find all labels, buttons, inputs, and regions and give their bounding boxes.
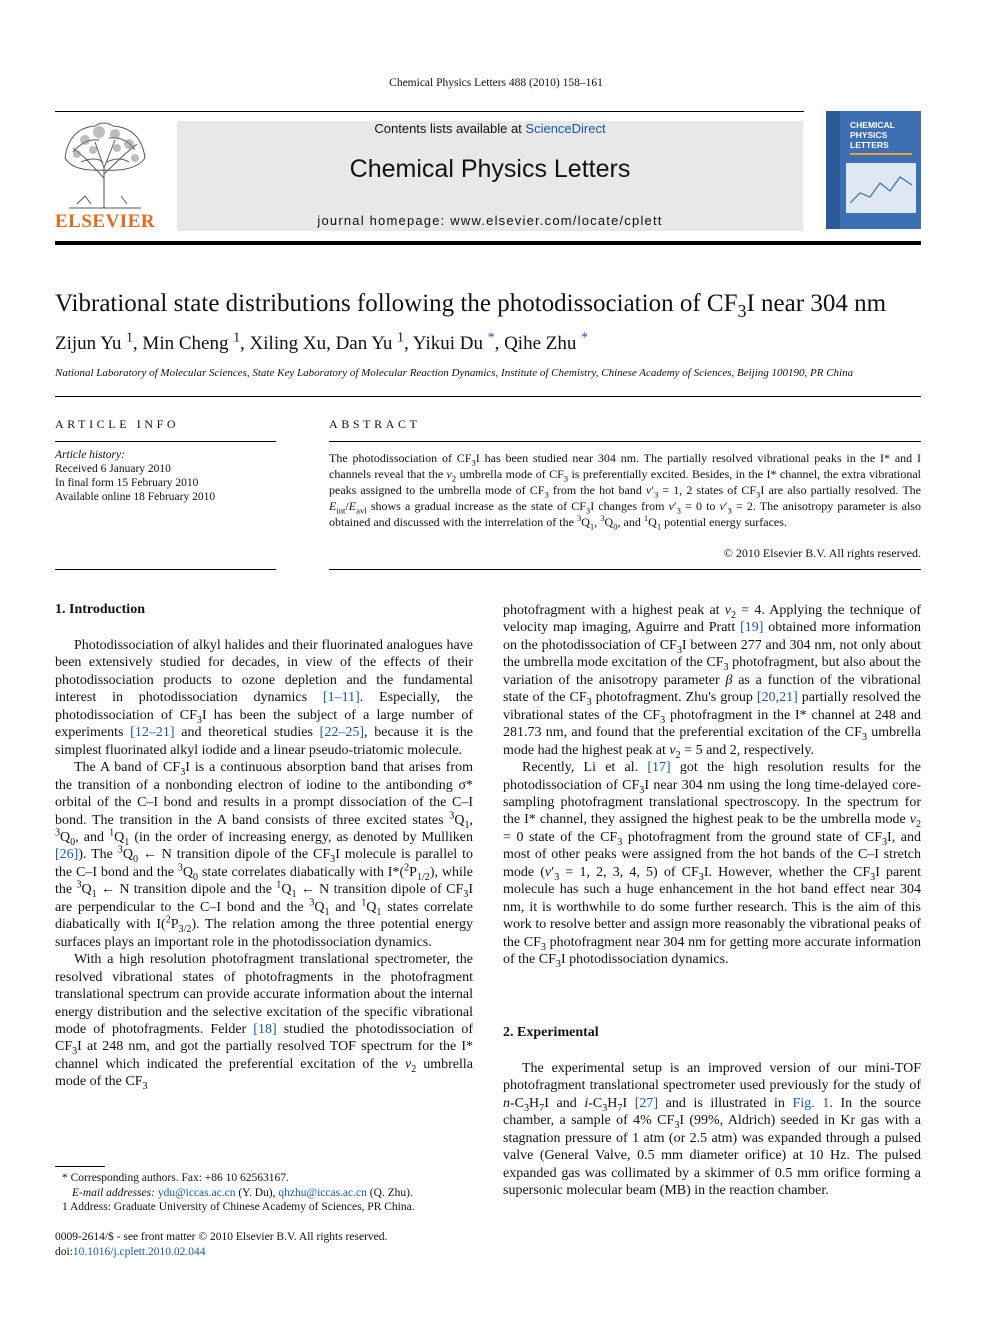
intro-heading: 1. Introduction: [55, 602, 145, 617]
intro-paragraph-1: Photodissociation of alkyl halides and their fluorinated analogues have been extensively studied for decades, in view of the effects of their photodissociation products to ozone depletion and the fundamental interest in photodissociation dynamics [1–11]. Especially, the photodissociation of $CF_3I$ has been the subject of a large number of experiments [12–21] and theoretical studies [22–25], because it is the simplest fluorinated alkyl iodide and a linear pseudo-triatomic molecule.: [55, 638, 474, 758]
email-name-zhu: (Q. Zhu).: [369, 1186, 413, 1199]
journal-name: Chemical Physics Letters: [349, 155, 631, 183]
final-form-date: In final form 15 February 2010: [55, 477, 199, 489]
cover-spine: [826, 111, 840, 229]
email-footnote: [62, 1186, 482, 1201]
abstract-rule: [329, 441, 921, 442]
contents-prefix: Contents lists available at: [374, 121, 526, 136]
doi-line: [55, 1245, 475, 1260]
abstract-copyright: © 2010 Elsevier B.V. All rights reserved.: [723, 546, 921, 560]
journal-homepage[interactable]: journal homepage: www.elsevier.com/locate/cplett: [317, 213, 663, 228]
article-history: [55, 448, 276, 504]
abstract-bottom-rule: [329, 569, 921, 570]
cover-title: CHEMICAL PHYSICS LETTERS: [850, 120, 895, 150]
doi-link[interactable]: 10.1016/j.cplett.2010.02.044: [72, 1245, 206, 1258]
affiliation: National Laboratory of Molecular Sciences, State Key Laboratory of Molecular Reaction Dynamics, Institute of Chemistry, Chinese Academy of Sciences, Beijing 100190, PR China: [55, 367, 854, 379]
corresponding-footnote: * Corresponding authors. Fax: +86 10 62563167.: [62, 1172, 289, 1184]
journal-cover-thumbnail: [826, 111, 921, 229]
journal-citation: Chemical Physics Letters 488 (2010) 158–161: [389, 77, 603, 89]
article-title: Vibrational state distributions following the photodissociation of $CF_3I$ near 304 nm: [55, 290, 887, 321]
header-bold-rule: [55, 241, 921, 245]
sciencedirect-link[interactable]: ScienceDirect: [525, 121, 606, 136]
right-column: [503, 602, 921, 969]
doi-label: doi:: [55, 1245, 73, 1258]
cover-figure: [846, 163, 916, 213]
front-matter: [55, 1230, 475, 1259]
email-link-du[interactable]: ydu@iccas.ac.cn: [157, 1186, 236, 1199]
intro-paragraph-2: The A band of $CF_3I$ is a continuous absorption band that arises from the transition of a nonbonding electron of iodine to the antibonding σ* orbital of the C–I bond and results in a prompt dissociation of the C–I bond. The transition in the A band consists of three excited states $^3Q_1$, $^3Q_0$, and $^1Q_1$ (in the order of increasing energy, as denoted by Mulliken [26]). The $^3Q_0$ ← N transition dipole of the $CF_3I$ molecule is parallel to the C–I bond and the $^3Q_0$ state correlates diabatically with $I*(^2P_{1/2})$, while the $^3Q_1$ ← N transition dipole and the $^1Q_1$ ← N transition dipole of $CF_3I$ are perpendicular to the C–I bond and the $^3Q_1$ and $^1Q_1$ states correlate diabatically with $I(^2P_{3/2})$. The relation among the three potential energy surfaces plays an important role in the photodissociation dynamics.: [55, 760, 474, 950]
intro-paragraph-3-continued: photofragment with a highest peak at $v_2 = 4$. Applying the technique of velocity map imaging, Aguirre and Pratt [19] obtained more information on the photodissociation of $CF_3I$ between 277 and 304 nm, not only about the umbrella mode excitation of the $CF_3$ photofragment, but also about the variation of the anisotropy parameter β as a function of the vibrational state of the $CF_3$ photofragment. Zhu's group [20,21] partially resolved the vibrational states of the $CF_3$ photofragment in the I* channel at 248 and 281.73 nm, and found that the preferential excitation of the $CF_3$ umbrella mode had the highest peak at $v_2 = 5$ and 2, respectively.: [503, 603, 921, 761]
email-label: E-mail addresses:: [72, 1186, 155, 1199]
experimental-paragraph-1: The experimental setup is an improved version of our mini-TOF photofragment translational spectrometer used previously for the study of $n-C_3H_7I$ and $i-C_3H_7I$ [27] and is illustrated in Fig. 1. In the source chamber, a sample of 4% $CF_3I$ (99%, Aldrich) seeded in Kr gas with a stagnation pressure of 1 atm (or 2.5 atm) was expanded through a pulsed valve (General Valve, 0.5 mm diameter orifice) at 10 Hz. The pulsed expanded gas was collimated by a skimmer of 0.5 mm orifice forming a supersonic molecular beam (MB) in the reaction chamber.: [503, 1061, 921, 1199]
footnotes: [62, 1171, 482, 1215]
elsevier-wordmark: ELSEVIER: [55, 211, 156, 232]
article-info-rule: [55, 441, 276, 442]
experimental-heading: 2. Experimental: [503, 1025, 599, 1040]
address-footnote: 1 Address: Graduate University of Chinese Academy of Sciences, PR China.: [62, 1201, 415, 1213]
received-date: Received 6 January 2010: [55, 463, 171, 475]
left-column: [55, 637, 473, 1091]
email-name-du: (Y. Du),: [238, 1186, 276, 1199]
article-info-bottom-rule: [55, 569, 276, 570]
issn-line: 0009-2614/$ - see front matter © 2010 Elsevier B.V. All rights reserved.: [55, 1231, 388, 1243]
abstract-heading: ABSTRACT: [329, 417, 421, 431]
author-list: Zijun Yu $^1$, Min Cheng $^1$, Xiling Xu, Dan Yu $^1$, Yikui Du *, Qihe Zhu *: [55, 329, 588, 354]
contents-line: [177, 121, 803, 136]
intro-paragraph-3: With a high resolution photofragment translational spectrometer, the resolved vibrational states of photofragments in the photofragment translational spectrum can provide accurate information about the internal energy distribution and the selective excitation of the specific vibrational mode of photofragments. Felder [18] studied the photodissociation of $CF_3I$ at 248 nm, and got the partially resolved TOF spectrum for the I* channel which indicated the preferential excitation of the $v_2$ umbrella mode of the $CF_3$: [55, 952, 473, 1093]
experimental-section: [503, 1060, 921, 1200]
history-label: Article history:: [55, 449, 125, 461]
footnote-rule: [55, 1166, 105, 1167]
header-top-rule: [55, 111, 804, 112]
article-info-heading: ARTICLE INFO: [55, 417, 180, 431]
intro-paragraph-4: Recently, Li et al. [17] got the high resolution results for the photodissociation of $CF_3I$ near 304 nm using the long time-delayed core-sampling photofragment translational spectroscopy. In the spectrum for the I* channel, they assigned the highest peak to be the umbrella mode $v_2 = 0$ state of the $CF_3$ photofragment from the ground state of $CF_3I$, and most of other peaks were assigned from the hot bands of the C–I stretch mode ($v'_3 = 1$, 2, 3, 4, 5) of $CF_3I$. However, whether the $CF_3I$ parent molecule has such a huge enhancement in the hot band effect near 304 nm, it is worthwhile to do some further research. This is the aim of this work to resolve better and assign more reasonably the vibrational peaks of the $CF_3$ photofragment near 304 nm for getting more accurate information of the $CF_3I$ photodissociation dynamics.: [503, 760, 921, 970]
online-date: Available online 18 February 2010: [55, 491, 216, 503]
cover-accent: [850, 153, 912, 155]
title-rule: [55, 396, 921, 397]
abstract-text: The photodissociation of $CF_3I$ has been studied near 304 nm. The partially resolved vibrational peaks in the I* and I channels reveal that the $v_2$ umbrella mode of $CF_3$ is preferentially excited. Besides, in the I* channel, the extra vibrational peaks assigned to the umbrella mode of $CF_3$ from the hot band $v'_3 = 1$, 2 states of $CF_3I$ are also partially resolved. The $E_{int}/E_{avl}$ shows a gradual increase as the state of $CF_3I$ changes from $v'_3 = 0$ to $v'_3 = 2$. The anisotropy parameter is also obtained and discussed with the interrelation of the $^3Q_1$, $^3Q_0$, and $^1Q_1$ potential energy surfaces.: [329, 451, 921, 532]
email-link-zhu[interactable]: qhzhu@iccas.ac.cn: [278, 1186, 367, 1199]
